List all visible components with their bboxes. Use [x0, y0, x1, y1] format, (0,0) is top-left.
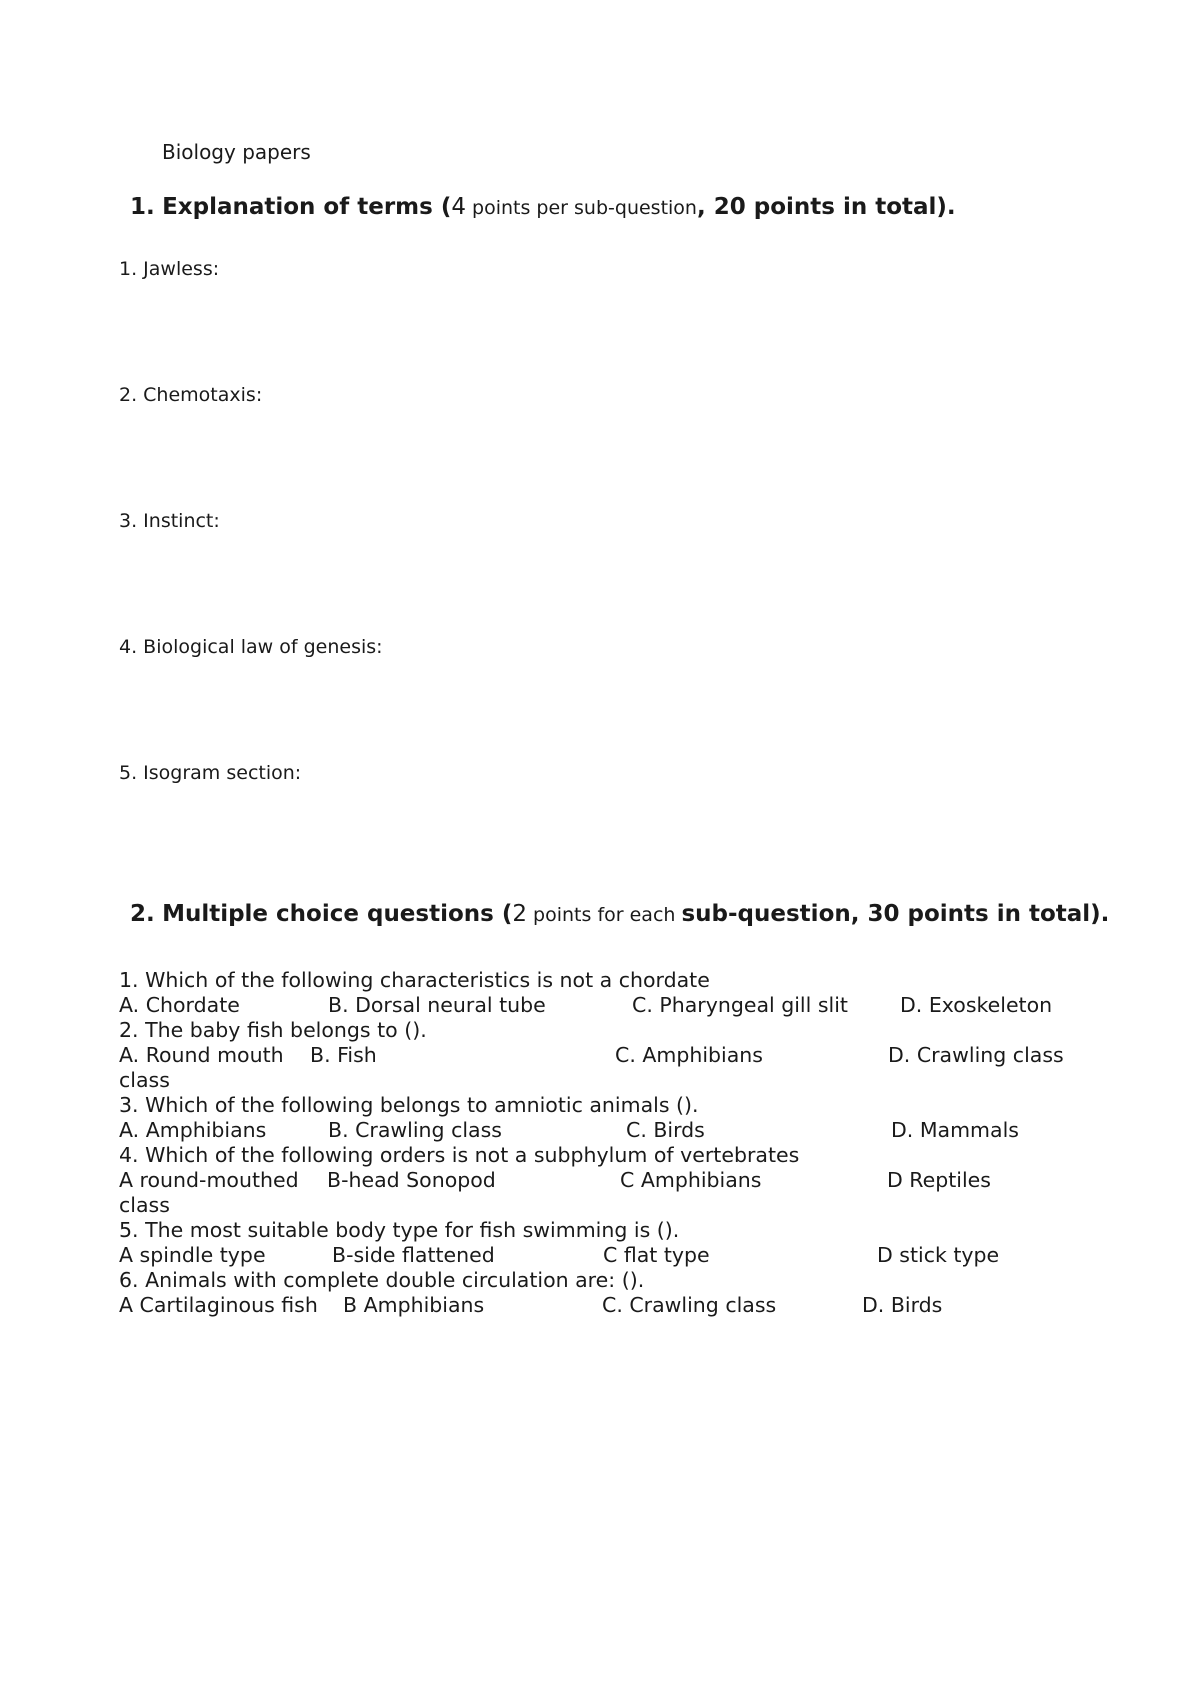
- section-2-total: sub-question, 30 points in total).: [681, 901, 1110, 927]
- option-c: C. Crawling class: [602, 1293, 777, 1317]
- term-item: 2. Chemotaxis:: [119, 384, 263, 406]
- option-wrap-text: class: [119, 1068, 170, 1092]
- section-2-heading: [130, 901, 1109, 927]
- option-b: B. Dorsal neural tube: [328, 993, 546, 1017]
- section-1-heading: [130, 194, 956, 220]
- option-wrap-text: class: [119, 1193, 170, 1217]
- term-item: 3. Instinct:: [119, 510, 220, 532]
- document-title: Biology papers: [162, 140, 311, 164]
- option-d: D Reptiles: [887, 1168, 991, 1192]
- option-c: C. Amphibians: [615, 1043, 763, 1067]
- option-d: D. Mammals: [891, 1118, 1019, 1142]
- option-b: B Amphibians: [343, 1293, 485, 1317]
- section-1-title: Explanation of terms (: [162, 194, 452, 220]
- question-text: 3. Which of the following belongs to amniotic animals ().: [119, 1093, 699, 1117]
- option-c: C flat type: [603, 1243, 710, 1267]
- option-b: B-head Sonopod: [327, 1168, 496, 1192]
- option-b: B. Fish: [310, 1043, 377, 1067]
- term-item: 1. Jawless:: [119, 258, 220, 280]
- section-2-points: 2: [512, 901, 528, 927]
- section-2-title: Multiple choice questions (: [162, 901, 513, 927]
- section-1-points: 4: [451, 194, 466, 220]
- question-text: 6. Animals with complete double circulation are: ().: [119, 1268, 645, 1292]
- question-text: 1. Which of the following characteristics is not a chordate: [119, 968, 710, 992]
- option-a: A. Chordate: [119, 993, 240, 1017]
- option-d: D. Crawling class: [888, 1043, 1064, 1067]
- option-b: B. Crawling class: [328, 1118, 502, 1142]
- option-d: D. Exoskeleton: [900, 993, 1053, 1017]
- question-text: 2. The baby fish belongs to ().: [119, 1018, 427, 1042]
- term-item: 5. Isogram section:: [119, 762, 302, 784]
- section-2-points-text: points for each: [527, 904, 682, 926]
- option-a: A spindle type: [119, 1243, 266, 1267]
- section-1-points-text: points per sub-question: [466, 197, 697, 219]
- option-a: A. Amphibians: [119, 1118, 267, 1142]
- option-b: B-side flattened: [332, 1243, 495, 1267]
- section-2-number: 2.: [130, 901, 155, 927]
- option-c: C Amphibians: [620, 1168, 762, 1192]
- option-a: A. Round mouth: [119, 1043, 284, 1067]
- question-text: 4. Which of the following orders is not a subphylum of vertebrates: [119, 1143, 800, 1167]
- option-c: C. Birds: [626, 1118, 705, 1142]
- option-d: D stick type: [877, 1243, 1000, 1267]
- option-a: A round-mouthed: [119, 1168, 299, 1192]
- section-1-number: 1.: [130, 194, 155, 220]
- section-1-total: , 20 points in total).: [696, 194, 956, 220]
- option-d: D. Birds: [862, 1293, 943, 1317]
- option-a: A Cartilaginous fish: [119, 1293, 318, 1317]
- question-text: 5. The most suitable body type for fish swimming is ().: [119, 1218, 680, 1242]
- term-item: 4. Biological law of genesis:: [119, 636, 383, 658]
- option-c: C. Pharyngeal gill slit: [632, 993, 848, 1017]
